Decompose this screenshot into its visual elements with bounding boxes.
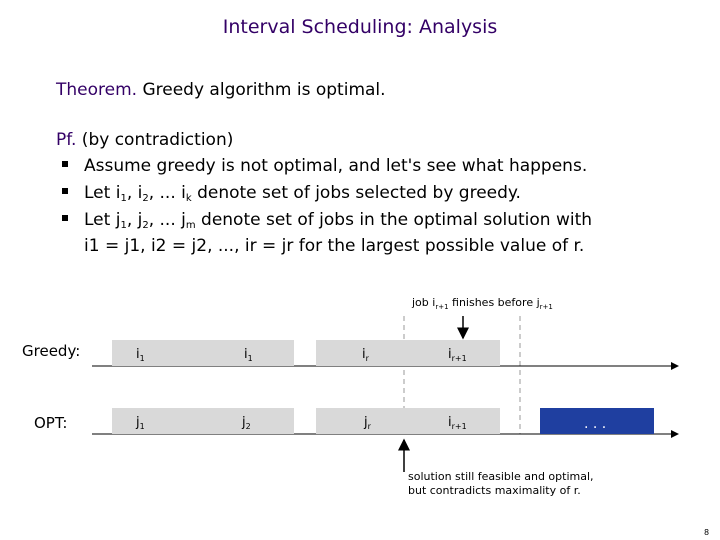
note-text: job i [412, 296, 436, 309]
page-number: 8 [704, 528, 710, 537]
bullet-3-text: denote set of jobs in the optimal solution with [195, 210, 593, 230]
bottom-note-line-1: solution still feasible and optimal, [408, 470, 594, 483]
job-sub: r [365, 354, 369, 363]
greedy-label: Greedy: [22, 342, 81, 360]
job-sub: r+1 [451, 354, 467, 363]
opt-label: OPT: [34, 414, 68, 432]
ellipsis-label: . . . [584, 416, 607, 432]
bullet-3-text: Let j [84, 210, 121, 230]
slide-title: Interval Scheduling: Analysis [222, 16, 498, 38]
bottom-note-line-2: but contradicts maximality of r. [408, 484, 581, 497]
job-name: j [364, 415, 368, 430]
job-box [316, 408, 404, 434]
bullet-3-continuation: i1 = j1, i2 = j2, ..., ir = jr for the largest possible value of r. [84, 236, 585, 256]
pf-text: (by contradiction) [76, 130, 234, 150]
note-text: finishes before j [448, 296, 540, 309]
job-name: i [136, 347, 140, 362]
subscript: k [185, 193, 192, 204]
pf-label: Pf. [56, 130, 77, 150]
subscript: 1 [120, 193, 127, 204]
job-box [316, 340, 404, 366]
bullet-3-text: , j [126, 210, 143, 230]
subscript: 2 [142, 193, 149, 204]
job-name: j [136, 415, 140, 430]
theorem-text: Greedy algorithm is optimal. [137, 80, 386, 100]
bullet-2-text: denote set of jobs selected by greedy. [191, 183, 521, 203]
note-sub: r+1 [435, 303, 449, 311]
opt-jobs [112, 408, 654, 434]
bullet-2-text: , i [126, 183, 143, 203]
job-name: i [244, 347, 248, 362]
job-sub: 2 [245, 422, 251, 431]
job-name: i [448, 347, 452, 362]
bullet-2-text: , ... i [148, 183, 186, 203]
theorem-label: Theorem. [56, 80, 138, 100]
bullet-3-text: , ... j [148, 210, 186, 230]
subscript: 1 [120, 220, 127, 231]
top-note [411, 296, 553, 311]
subscript: 2 [142, 220, 149, 231]
job-sub: 1 [139, 422, 145, 431]
job-name: i [362, 347, 366, 362]
bullet-1-text: Assume greedy is not optimal, and let's see what happens. [84, 156, 588, 176]
job-sub: 1 [247, 354, 253, 363]
job-box [112, 340, 198, 366]
note-sub: r+1 [539, 303, 553, 311]
job-name: i [448, 415, 452, 430]
job-sub: r [367, 422, 371, 431]
job-box [112, 408, 198, 434]
job-name: j [242, 415, 246, 430]
bullet-2-text: Let i [84, 183, 121, 203]
job-sub: r+1 [451, 422, 467, 431]
subscript: m [185, 220, 196, 231]
job-sub: 1 [139, 354, 145, 363]
greedy-jobs [112, 340, 500, 366]
